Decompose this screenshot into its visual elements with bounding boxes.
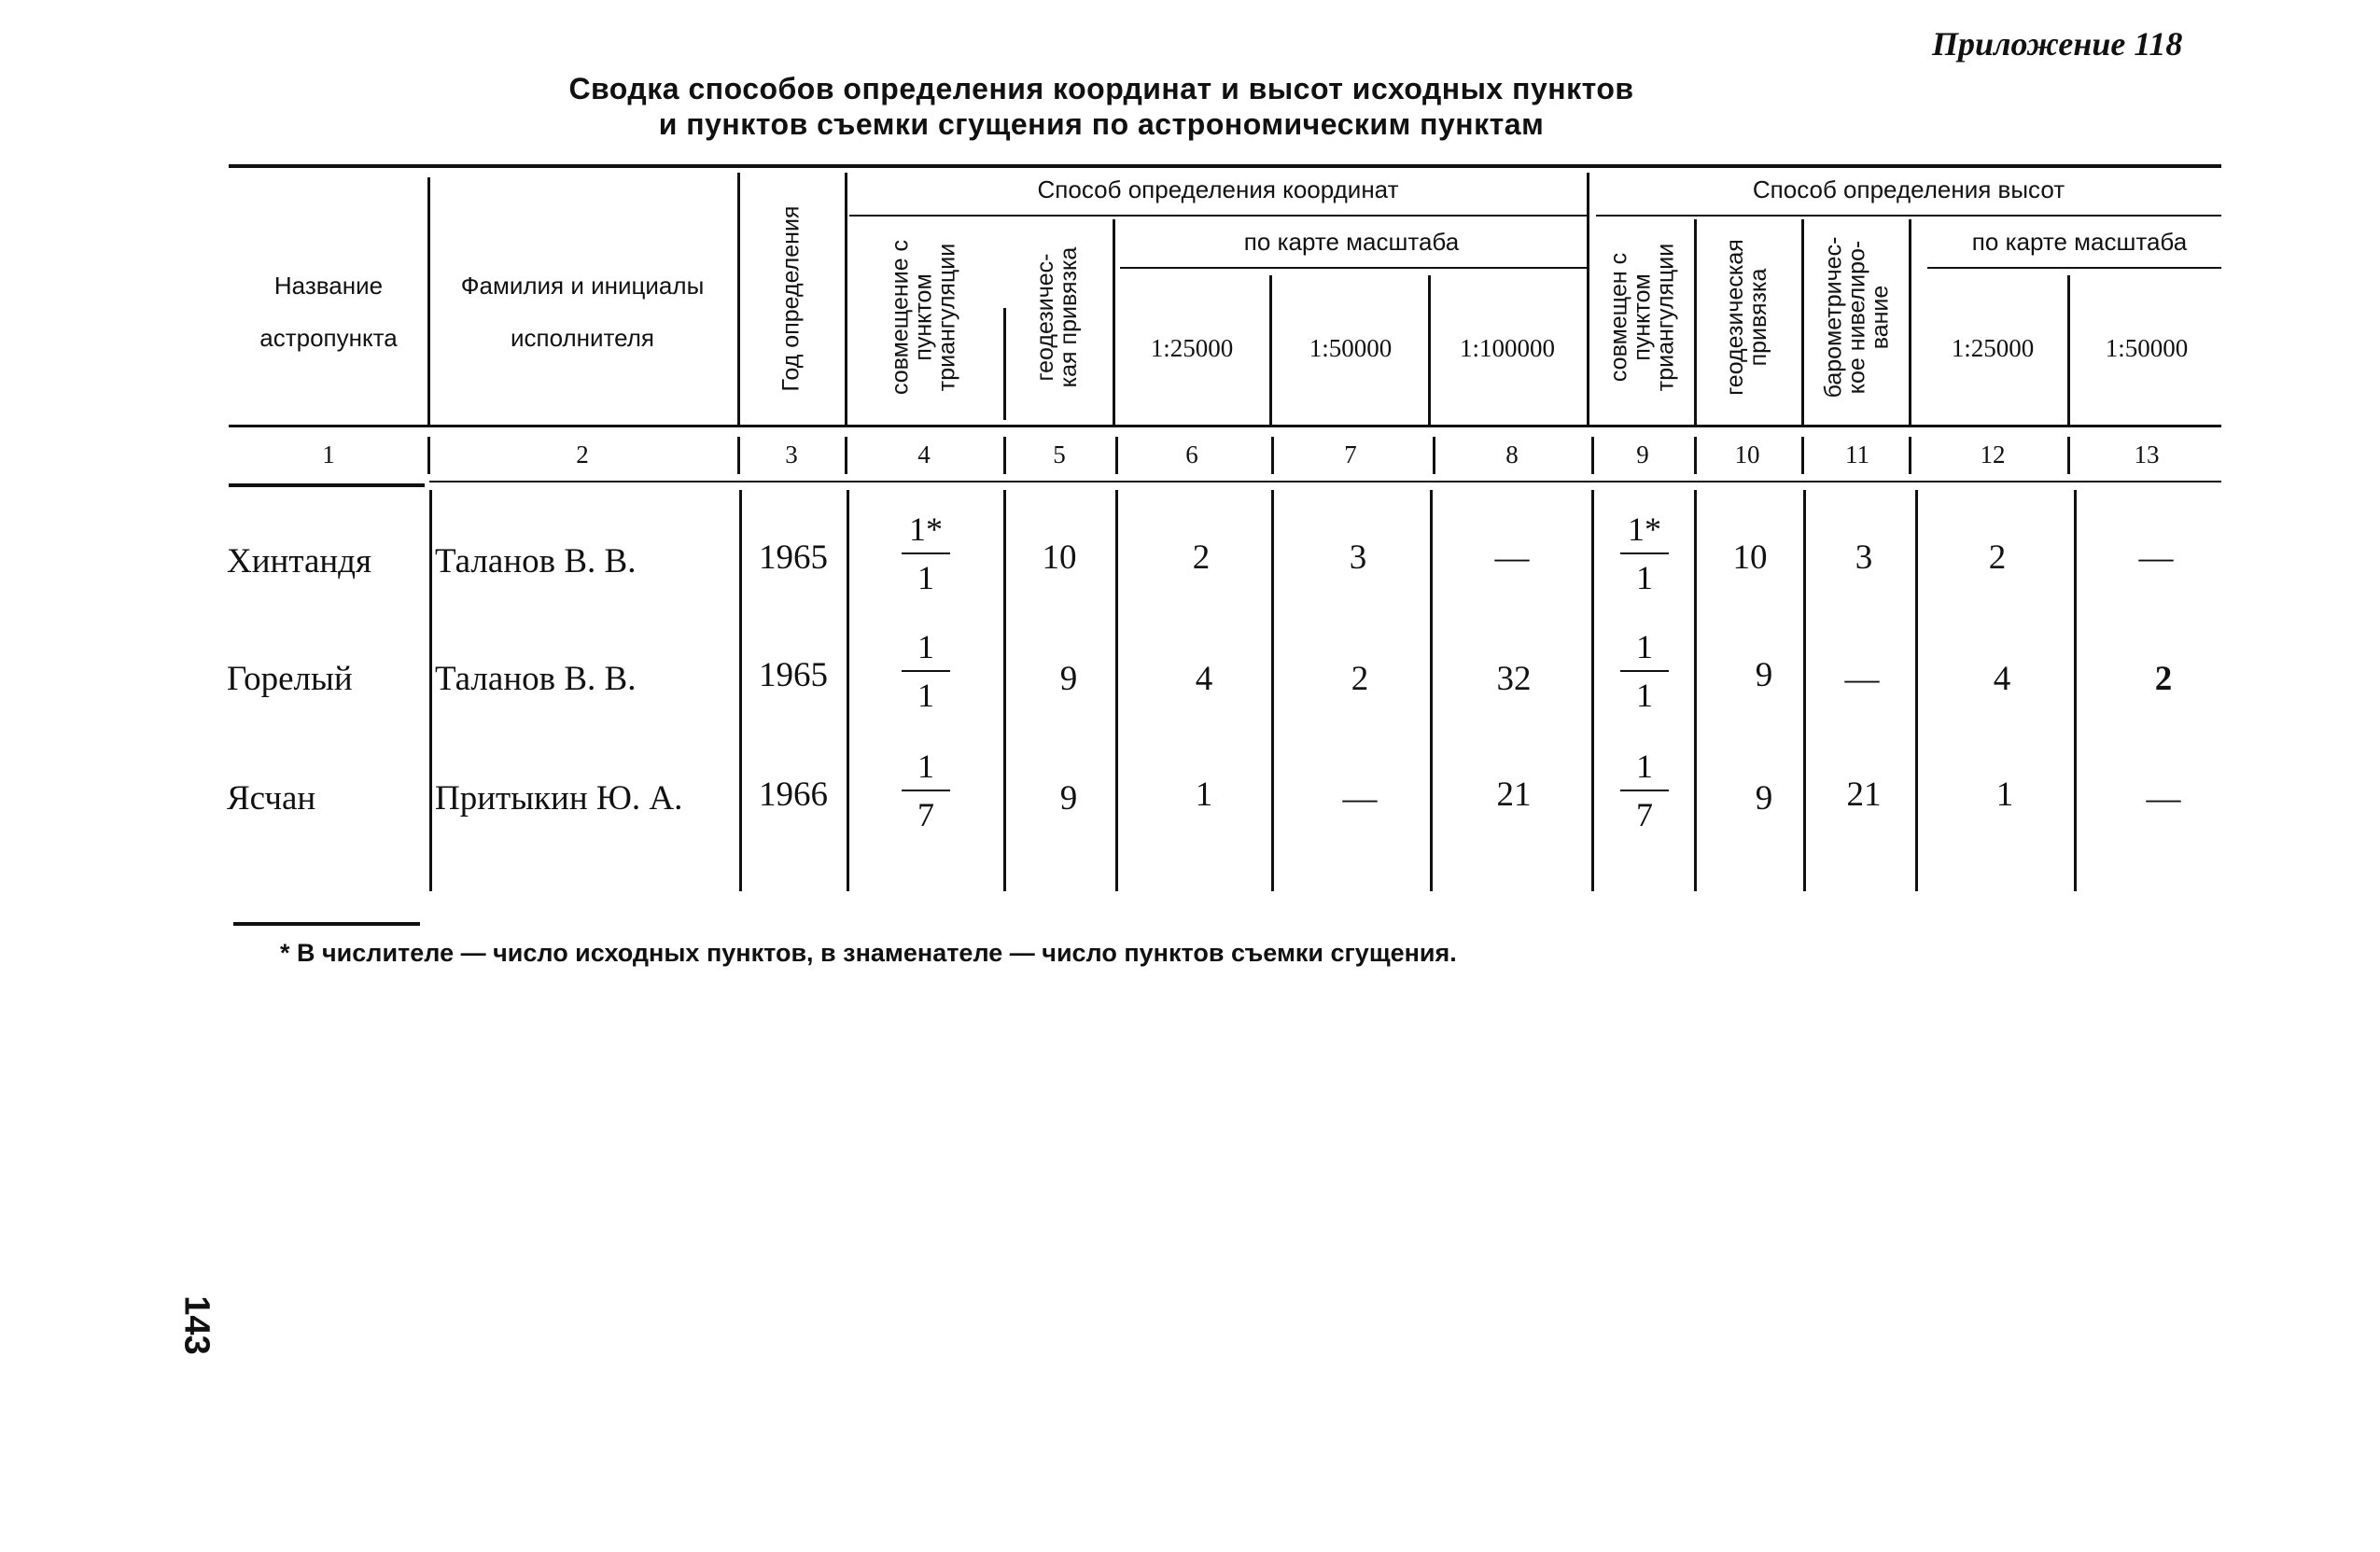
vline-num-8	[1591, 437, 1594, 474]
col-num-7: 7	[1344, 440, 1357, 468]
row3-year: 1966	[759, 776, 828, 814]
vline-header-10	[1801, 219, 1804, 425]
row3-c8: 21	[1496, 776, 1532, 814]
header-coord-map: по карте масштаба	[1243, 228, 1460, 256]
row1-c13: —	[2138, 538, 2174, 577]
header-name	[259, 259, 397, 364]
col-num-3: 3	[785, 440, 798, 468]
row2-c8: 32	[1496, 660, 1532, 698]
row2-c10: 9	[1755, 656, 1773, 694]
row3-c4-fraction-bar	[902, 790, 950, 791]
vline-body-10	[1803, 490, 1806, 891]
row1-c7: 3	[1349, 538, 1367, 577]
header-name-line-2: астропункта	[259, 324, 398, 352]
header-executor-line-1: Фамилия и инициалы	[460, 272, 705, 300]
vline-body-2	[739, 490, 742, 891]
header-year-text: Год определения	[777, 205, 805, 392]
row1-c9-fraction	[1620, 511, 1669, 595]
row2-c9-denominator: 1	[1636, 677, 1653, 714]
row1-name: Хинтандя	[227, 542, 372, 580]
row2-c9-numerator: 1	[1636, 628, 1653, 665]
row1-c9-denominator: 1	[1636, 559, 1653, 596]
vline-header-3	[845, 173, 847, 425]
row2-c9-fraction-bar	[1620, 670, 1669, 672]
header-coord-scale-100000: 1:100000	[1459, 334, 1556, 362]
numbers-bottom-rule-2	[429, 481, 2221, 482]
header-coord-triang-line-1: совмещение с	[887, 239, 914, 396]
vline-header-9	[1694, 219, 1697, 425]
header-height-scale-50000: 1:50000	[2105, 334, 2189, 362]
col-num-4: 4	[917, 440, 931, 468]
row1-c6: 2	[1192, 538, 1211, 577]
vline-body-4	[1003, 490, 1006, 891]
coord-map-underline	[1120, 267, 1587, 269]
row2-c11: —	[1844, 660, 1880, 698]
row2-c6: 4	[1195, 660, 1213, 698]
vline-num-10	[1801, 437, 1804, 474]
appendix-label: Приложение 118	[1932, 25, 2183, 63]
row3-c9-fraction	[1620, 748, 1669, 832]
col-num-2: 2	[576, 440, 589, 468]
col-num-9: 9	[1636, 440, 1649, 468]
footnote-rule	[233, 922, 420, 926]
header-height-triang-line-1: совмещен с	[1605, 252, 1632, 383]
row1-year: 1965	[759, 538, 828, 577]
vline-header-12	[2067, 275, 2070, 425]
row3-c10: 9	[1755, 779, 1773, 818]
header-height-group: Способ определения высот	[1752, 175, 2065, 203]
vline-num-12	[2067, 437, 2070, 474]
height-group-underline	[1596, 215, 2221, 217]
vline-body-11	[1915, 490, 1918, 891]
row1-executor: Таланов В. В.	[435, 542, 637, 580]
row3-c4-fraction	[902, 748, 950, 832]
row2-c12: 4	[1993, 660, 2011, 698]
title-line-1: Сводка способов определения координат и высот исходных пунктов	[568, 72, 1634, 105]
header-height-scale-25000: 1:25000	[1951, 334, 2035, 362]
header-coord-group: Способ определения координат	[1037, 175, 1399, 203]
coord-group-underline	[849, 215, 1587, 217]
table-title	[523, 71, 1680, 142]
top-rule	[229, 164, 2221, 168]
row2-c4-fraction-bar	[902, 670, 950, 672]
header-coord-triang-line-3: триангуляции	[933, 243, 960, 392]
row3-c11: 21	[1846, 776, 1882, 814]
header-coord-scale-50000: 1:50000	[1309, 334, 1393, 362]
height-map-underline	[1927, 267, 2221, 269]
row2-c4-denominator: 1	[917, 677, 934, 714]
vline-header-4	[1003, 308, 1006, 420]
col-num-13: 13	[2134, 440, 2160, 468]
vline-body-9	[1694, 490, 1697, 891]
header-bottom-rule	[229, 425, 2221, 427]
header-executor-line-2: исполнителя	[510, 324, 655, 352]
vline-num-4	[1003, 437, 1006, 474]
vline-header-7	[1428, 275, 1431, 425]
row3-c13: —	[2146, 779, 2181, 818]
header-name-line-1: Название	[273, 272, 384, 300]
header-height-geod-line-2: привязка	[1745, 268, 1771, 367]
header-height-geod	[1724, 239, 1771, 396]
row1-c4-fraction	[902, 511, 950, 595]
footnote: * В числителе — число исходных пунктов, в знаменателе — число пунктов съемки сгущения.	[280, 939, 1457, 967]
col-num-5: 5	[1053, 440, 1066, 468]
row1-c4-numerator: 1*	[909, 510, 943, 548]
header-executor	[461, 259, 705, 364]
vline-header-5	[1113, 219, 1115, 425]
row3-c4-numerator: 1	[917, 748, 934, 785]
row2-c5: 9	[1059, 660, 1078, 698]
header-coord-scale-25000: 1:25000	[1150, 334, 1234, 362]
header-coord-geod	[1034, 247, 1081, 388]
vline-header-2	[737, 173, 740, 425]
header-height-triang-line-3: триангуляции	[1652, 243, 1679, 392]
col-num-8: 8	[1505, 440, 1519, 468]
row3-c9-fraction-bar	[1620, 790, 1669, 791]
row1-c5: 10	[1042, 538, 1077, 577]
row1-c9-fraction-bar	[1620, 552, 1669, 554]
row1-c4-denominator: 1	[917, 559, 934, 596]
row3-c9-numerator: 1	[1636, 748, 1653, 785]
vline-num-11	[1909, 437, 1911, 474]
row3-c6: 1	[1195, 776, 1213, 814]
header-height-baro-line-2: кое нивелиро-	[1843, 240, 1870, 395]
title-line-2: и пунктов съемки сгущения по астрономическим пунктам	[658, 107, 1545, 141]
row1-c11: 3	[1855, 538, 1873, 577]
header-coord-geod-line-2: кая привязка	[1056, 246, 1082, 388]
row2-name: Горелый	[227, 660, 353, 698]
vline-num-6	[1271, 437, 1274, 474]
header-height-triang	[1605, 243, 1679, 392]
header-height-geod-line-1: геодезическая	[1722, 239, 1748, 396]
row1-c9-numerator: 1*	[1628, 510, 1661, 548]
header-coord-geod-line-1: геодезичес-	[1032, 253, 1058, 382]
vline-num-5	[1115, 437, 1118, 474]
vline-body-3	[847, 490, 849, 891]
vline-body-12	[2074, 490, 2077, 891]
vline-num-9	[1694, 437, 1697, 474]
page-number: 143	[176, 1295, 217, 1355]
vline-num-1	[427, 437, 430, 474]
vline-body-8	[1591, 490, 1594, 891]
vline-header-1	[427, 177, 430, 425]
col-num-11: 11	[1845, 440, 1869, 468]
vline-num-7	[1433, 437, 1435, 474]
row3-c5: 9	[1059, 779, 1078, 818]
header-height-baro-line-3: вание	[1867, 285, 1894, 350]
row1-c8: —	[1494, 538, 1530, 577]
vline-body-6	[1271, 490, 1274, 891]
header-height-triang-line-2: пунктом	[1629, 273, 1656, 361]
row3-c12: 1	[1995, 776, 2014, 814]
row1-c12: 2	[1988, 538, 2007, 577]
row3-executor: Притыкин Ю. А.	[435, 779, 683, 818]
numbers-bottom-rule	[229, 483, 425, 487]
row1-c4-fraction-bar	[902, 552, 950, 554]
col-num-1: 1	[322, 440, 335, 468]
col-num-12: 12	[1980, 440, 2006, 468]
vline-body-7	[1430, 490, 1433, 891]
row2-c4-fraction	[902, 629, 950, 713]
row2-c13: 2	[2154, 660, 2173, 698]
header-coord-triang-line-2: пунктом	[910, 273, 937, 361]
vline-header-11	[1909, 219, 1911, 425]
row2-executor: Таланов В. В.	[435, 660, 637, 698]
row3-name: Ясчан	[227, 779, 316, 818]
row2-year: 1965	[759, 656, 828, 694]
col-num-10: 10	[1734, 440, 1760, 468]
header-height-map: по карте масштаба	[1971, 228, 2188, 256]
header-coord-triang	[889, 240, 959, 395]
header-height-baro	[1820, 236, 1894, 398]
header-height-baro-line-1: барометричес-	[1820, 236, 1847, 398]
row2-c4-numerator: 1	[917, 628, 934, 665]
row3-c9-denominator: 7	[1636, 796, 1653, 833]
row1-c10: 10	[1732, 538, 1768, 577]
row2-c9-fraction	[1620, 629, 1669, 713]
row3-c7: —	[1342, 779, 1378, 818]
col-num-6: 6	[1185, 440, 1198, 468]
vline-header-6	[1269, 275, 1272, 425]
row3-c4-denominator: 7	[917, 796, 934, 833]
vline-header-8	[1587, 173, 1589, 425]
vline-num-3	[845, 437, 847, 474]
row2-c7: 2	[1351, 660, 1369, 698]
header-year	[777, 205, 805, 392]
vline-body-1	[429, 490, 432, 891]
vline-num-2	[737, 437, 740, 474]
vline-body-5	[1115, 490, 1118, 891]
